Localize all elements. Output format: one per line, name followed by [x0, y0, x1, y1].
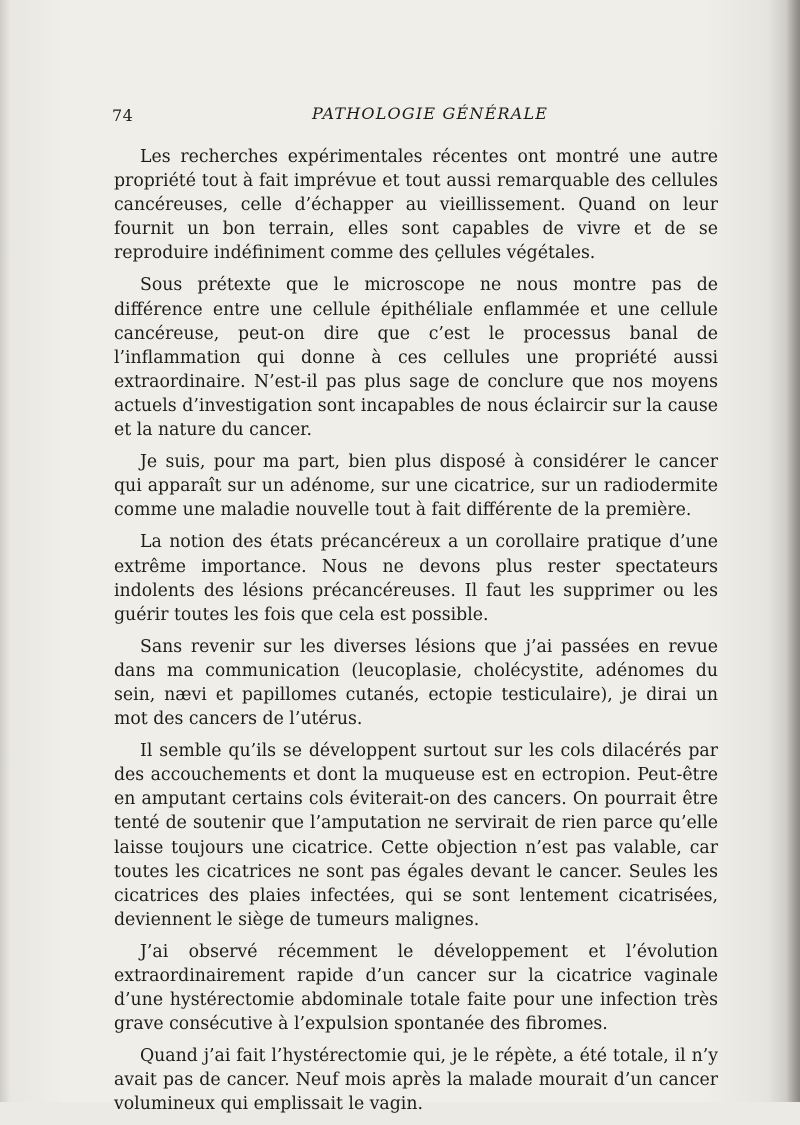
body-text	[114, 145, 718, 1125]
page-number: 74	[112, 106, 134, 125]
running-title: PATHOLOGIE GÉNÉRALE	[312, 104, 549, 123]
paragraph: La notion des états précancéreux a un corollaire pratique d’une extrême importance. Nous ne devons plus rester spectateurs indolents des lésions précancéreuses. Il faut les supprimer ou les guérir toutes les fois que cela est possible.	[114, 532, 718, 625]
paragraph: Quand j’ai fait l’hystérectomie qui, je le répète, a été totale, il n’y avait pas de cancer. Neuf mois après la malade mourait d’un cancer volumineux qui emplissait le vagin.	[114, 1046, 718, 1115]
paragraph: J’ai observé récemment le développement et l’évolution extraordinairement rapide d’un cancer sur la cicatrice vaginale d’une hystérectomie abdominale totale faite pour une infection très grave consécutive à l’expulsion spontanée des fibromes.	[114, 941, 718, 1035]
paragraph: Les recherches expérimentales récentes ont montré une autre propriété tout à fait imprévue et tout aussi remarquable des cellules cancéreuses, celle d’échapper au vieillissement. Quand on leur fournit un bon terrain, elles sont capables de vivre et de se reproduire indéfiniment comme des çellules végétales.	[114, 147, 718, 264]
page-header	[112, 104, 718, 128]
gutter-shadow	[0, 0, 10, 1102]
paragraph: Il semble qu’ils se développent surtout sur les cols dilacérés par des accouchements et dont la muqueuse est en ectropion. Peut-être en amputant certains cols éviterait-on des cancers. On pourrait être tenté de soutenir que l’amputation ne servirait de rien parce qu’elle laisse toujours une cicatrice. Cette objection n’est pas valable, car toutes les cicatrices ne sont pas égales devant le cancer. Seules les cicatrices des plaies infectées, qui se sont lentement cicatrisées, deviennent le siège de tumeurs malignes.	[114, 741, 718, 930]
paragraph: Sous prétexte que le microscope ne nous montre pas de différence entre une cellule épithéliale enflammée et une cellule cancéreuse, peut-on dire que c’est le processus banal de l’inflammation qui donne à ces cellules une propriété aussi extraordinaire. N’est-il pas plus sage de conclure que nos moyens actuels d’investigation sont incapables de nous éclaircir sur la cause et la nature du cancer.	[114, 275, 718, 441]
paragraph: Je suis, pour ma part, bien plus disposé à considérer le cancer qui apparaît sur un adénome, sur une cicatrice, sur un radiodermite comme une maladie nouvelle tout à fait différente de la première.	[114, 452, 718, 521]
paragraph: Sans revenir sur les diverses lésions que j’ai passées en revue dans ma communication (leucoplasie, cholécystite, adénomes du sein, nævi et papillomes cutanés, ectopie testiculaire), je dirai un mot des cancers de l’utérus.	[114, 636, 718, 730]
page-edge-shadow	[786, 0, 800, 1102]
